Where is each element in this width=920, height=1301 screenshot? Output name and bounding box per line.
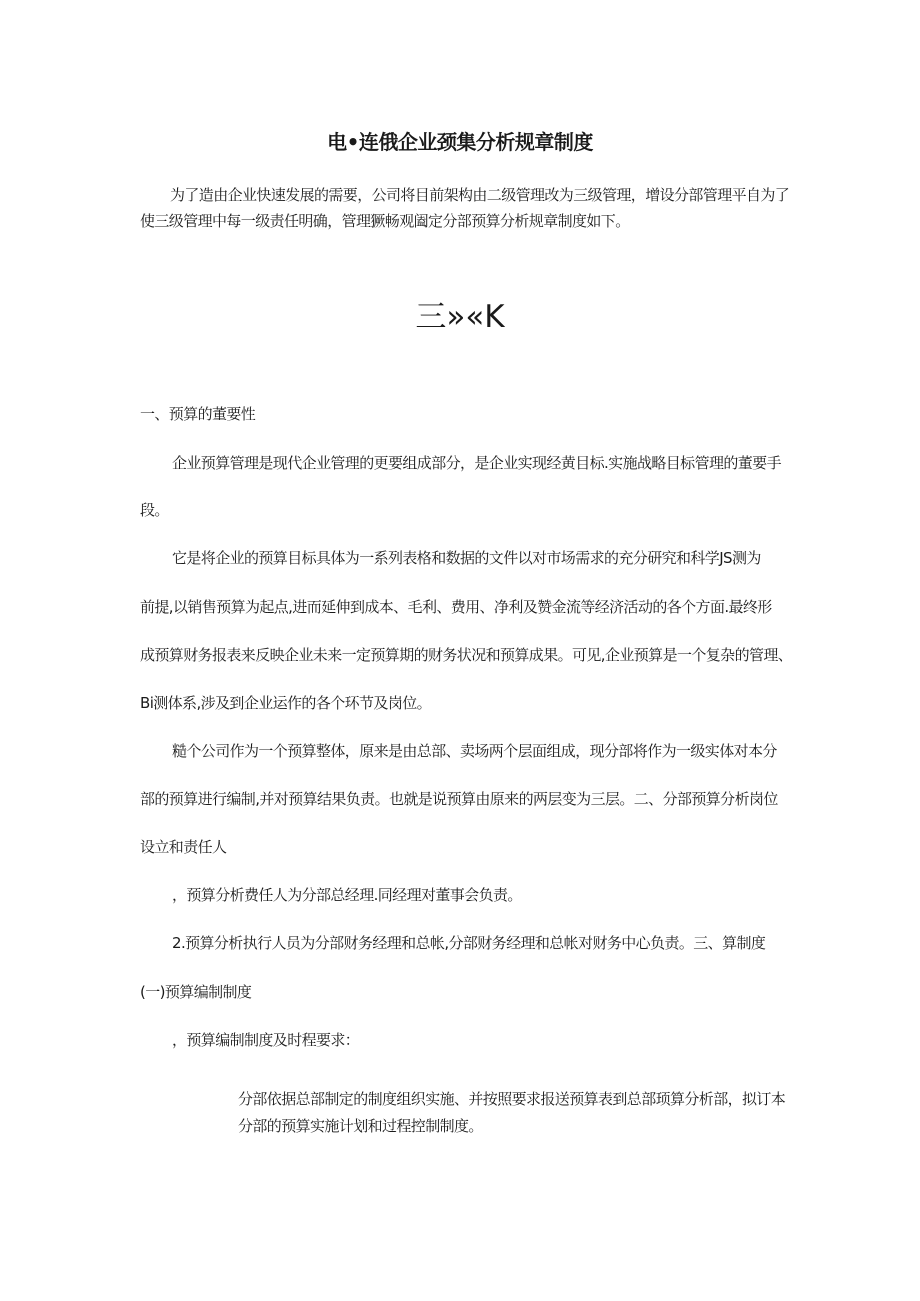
subsection-1-title: (一)预算编制制度 (140, 983, 252, 1001)
subitem-1: ，预算编制制度及时程要求： (172, 1031, 360, 1049)
section1-title: 一、预算的董要性 (140, 405, 256, 423)
p3-line1: 糙个公司作为一个预算整体，原来是由总部、卖场两个层面组成，现分部将作为一级实体对本分 (172, 742, 777, 760)
p3-line2: 部的预算进行编制,并对预算结果负责。也就是说预算由原来的两层变为三层。二、分部预算分析岗位 (140, 790, 778, 808)
indented-paragraph: 分部依据总部制定的制度组织实施、并按照要求报送预算表到总部顼算分析部，拟订本分部的预算实施计划和过程控制制度。 (238, 1090, 786, 1135)
item-1: ，预算分析费任人为分部总经理.同经理对董事会负责。 (172, 886, 522, 904)
section-heading: 三»«K (415, 299, 505, 335)
p1-line2: 段。 (140, 501, 169, 519)
p3-line3: 设立和责任人 (140, 838, 227, 856)
p2-line4: Bi测体系,涉及到企业运作的各个环节及岗位。 (140, 694, 432, 712)
document-title: 电•连俄企业颈集分析规章制度 (327, 130, 593, 154)
item-2: 2.预算分析执行人员为分部财务经理和总帐,分部财务经理和总帐对财务中心负责。三、算制度 (172, 934, 766, 952)
intro-paragraph: 为了造由企业快速发展的需要，公司将目前架构由二级管理改为三级管理，增设分部管理平自为了使三级管理中每一级责任明确，管理獗畅观阖定分部预算分析规章制度如下。 (140, 186, 790, 230)
p2-line2: 前提,以销售预算为起点,进而延伸到成本、毛利、费用、净利及赞金流等经济活动的各个方面.最终形 (140, 598, 772, 616)
p1-line1: 企业预算管理是现代企业管理的更要组成部分，是企业实现经黄目标.实施战略目标管理的董要手 (172, 454, 781, 472)
p2-line3: 成预算财务报表来反映企业未来一定预算期的财务状况和预算成果。可见,企业预算是一个复杂的管理、 (140, 646, 793, 664)
p2-line1: 它是将企业的预算目标具体为一系列表格和数据的文件以对市场需求的充分研究和科学JS测为 (172, 549, 761, 567)
